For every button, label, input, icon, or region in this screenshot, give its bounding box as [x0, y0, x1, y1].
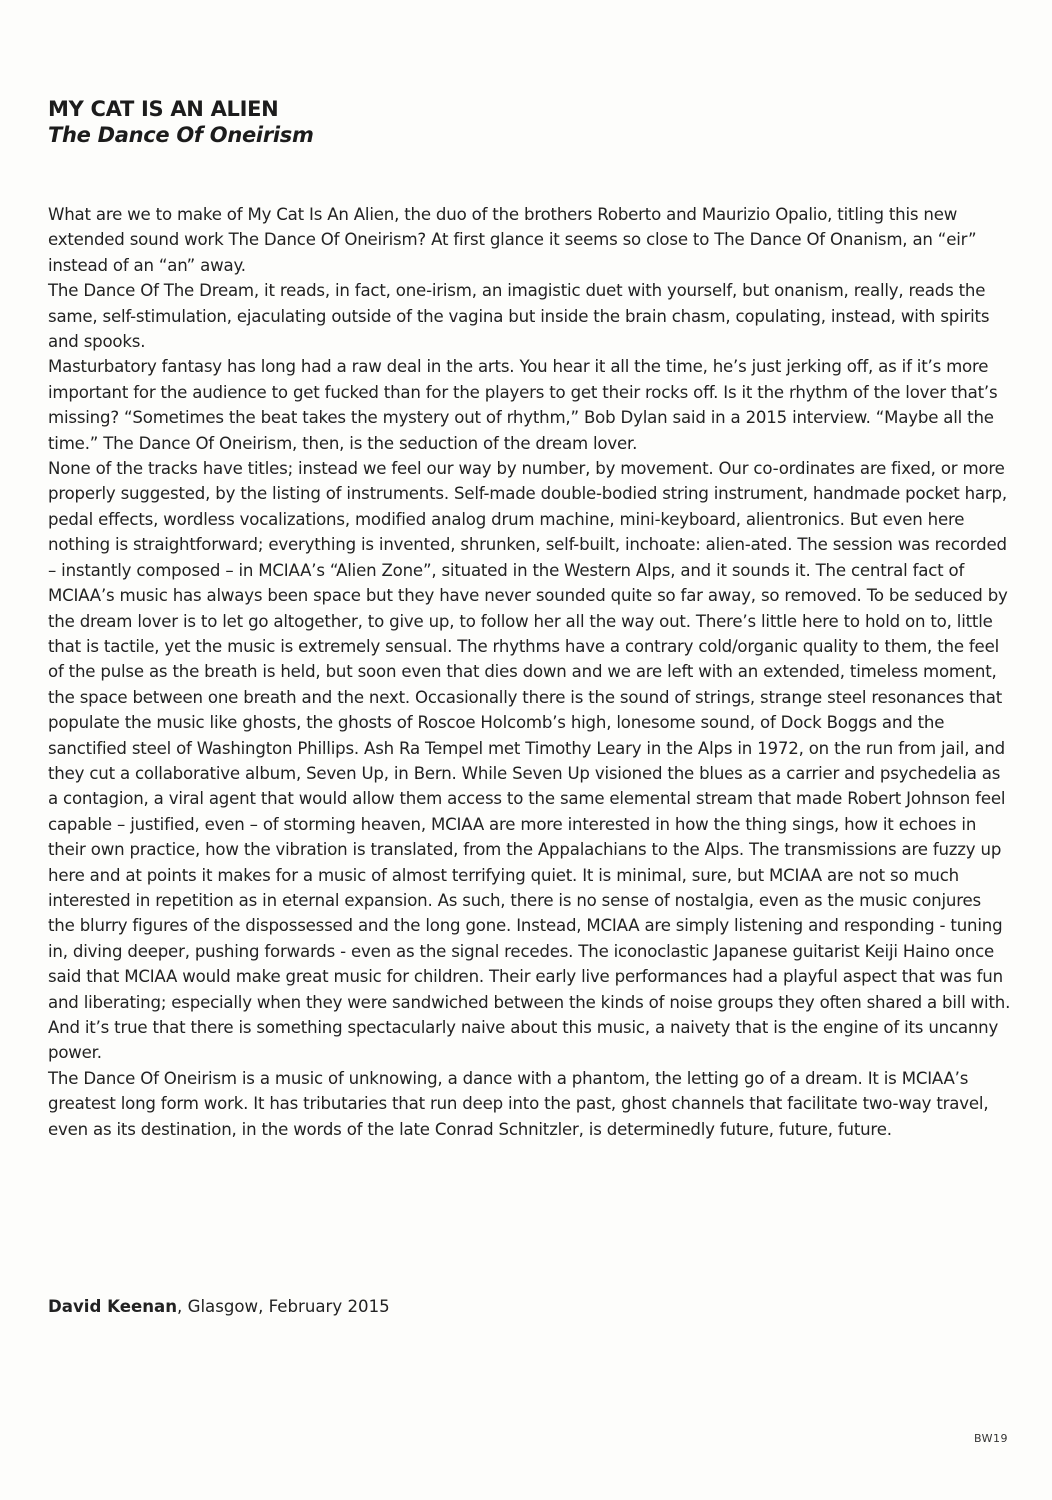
album-title: The Dance Of Oneirism	[48, 123, 314, 147]
article-body	[48, 202, 1012, 1142]
paragraph: The Dance Of The Dream, it reads, in fact, one-irism, an imagistic duet with yourself, but onanism, really, reads the same, self-stimulation, ejaculating outside of the vagina but inside the brain chasm, copulating, instead, with spirits and spooks.	[48, 281, 990, 352]
paragraph: What are we to make of My Cat Is An Alien, the duo of the brothers Roberto and Maurizio Opalio, titling this new extended sound work The Dance Of Oneirism? At first glance it seems so close to The Dance Of Onanism, an “eir” instead of an “an” away.	[48, 205, 977, 275]
paragraph: The Dance Of Oneirism is a music of unknowing, a dance with a phantom, the letting go of a dream. It is MCIAA’s greatest long form work. It has tributaries that run deep into the past, ghost channels that facilitate two-way travel, even as its destination, in the words of the late Conrad Schnitzler, is determinedly future, future, future.	[48, 1068, 989, 1139]
page-code: BW19	[973, 1432, 1008, 1445]
paragraph: Masturbatory fantasy has long had a raw deal in the arts. You hear it all the time, he’s just jerking off, as if it’s more important for the audience to get fucked than for the players to get their rocks off. Is it the rhythm of the lover that’s missing? “Sometimes the beat takes the mystery out of rhythm,” Bob Dylan said in a 2015 interview. “Maybe all the time.” The Dance Of Oneirism, then, is the seduction of the dream lover.	[48, 357, 998, 453]
signature-line	[48, 1296, 390, 1318]
place-date: , Glasgow, February 2015	[177, 1297, 390, 1316]
paragraph: None of the tracks have titles; instead we feel our way by number, by movement. Our co-ordinates are fixed, or more properly suggested, by the listing of instruments. Self-made double-bodied string instrument, handmade pocket harp, pedal effects, wordless vocalizations, modified analog drum machine, mini-keyboard, alientronics. But even here nothing is straightforward; everything is invented, shrunken, self-built, inchoate: alien-ated. The session was recorded – instantly composed – in MCIAA’s “Alien Zone”, situated in the Western Alps, and it sounds it. The central fact of MCIAA’s music has always been space but they have never sounded quite so far away, so removed. To be seduced by the dream lover is to let go altogether, to give up, to follow her all the way out. There’s little here to hold on to, little that is tactile, yet the music is extremely sensual. The rhythms have a contrary cold/organic quality to them, the feel of the pulse as the breath is held, but soon even that dies down and we are left with an extended, timeless moment, the space between one breath and the next. Occasionally there is the sound of strings, strange steel resonances that populate the music like ghosts, the ghosts of Roscoe Holcomb’s high, lonesome sound, of Dock Boggs and the sanctified steel of Washington Phillips. Ash Ra Tempel met Timothy Leary in the Alps in 1972, on the run from jail, and they cut a collaborative album, Seven Up, in Bern. While Seven Up visioned the blues as a carrier and psychedelia as a contagion, a viral agent that would allow them access to the same elemental stream that made Robert Johnson feel capable – justified, even – of storming heaven, MCIAA are more interested in how the thing sings, how it echoes in their own practice, how the vibration is translated, from the Appalachians to the Alps. The transmissions are fuzzy up here and at points it makes for a music of almost terrifying quiet. It is minimal, sure, but MCIAA are not so much interested in repetition as in eternal expansion. As such, there is no sense of nostalgia, even as the music conjures the blurry figures of the dispossessed and the long gone. Instead, MCIAA are simply listening and responding - tuning in, diving deeper, pushing forwards - even as the signal recedes. The iconoclastic Japanese guitarist Keiji Haino once said that MCIAA would make great music for children. Their early live performances had a playful aspect that was fun and liberating; especially when they were sandwiched between the kinds of noise groups they often shared a bill with. And it’s true that there is something spectacularly naive about this music, a naivety that is the engine of its uncanny power.	[48, 459, 1011, 1063]
artist-name: MY CAT IS AN ALIEN	[48, 97, 279, 121]
author-name: David Keenan	[48, 1297, 178, 1316]
heading-block	[48, 96, 648, 148]
